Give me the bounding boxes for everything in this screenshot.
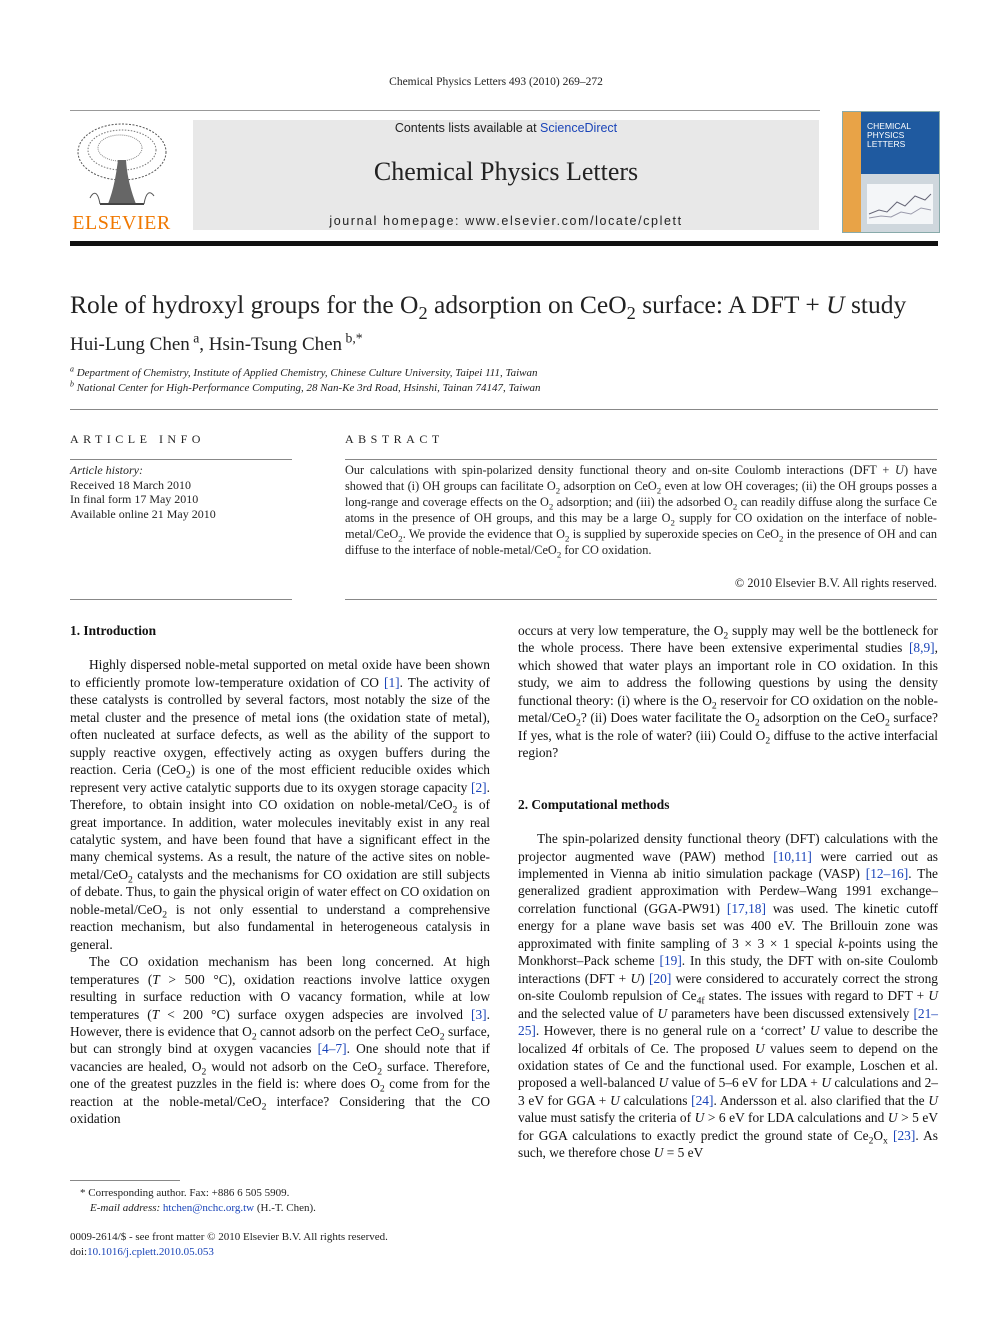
right-column — [518, 622, 938, 1162]
issn-line: 0009-2614/$ - see front matter © 2010 Elsevier B.V. All rights reserved. — [70, 1231, 388, 1243]
contents-line: Contents lists available at ScienceDirect — [394, 121, 618, 135]
doi-link[interactable]: 10.1016/j.cplett.2010.05.053 — [87, 1245, 214, 1258]
journal-title: Chemical Physics Letters — [373, 157, 639, 186]
journal-cover-image[interactable] — [842, 111, 940, 233]
cover-graph-icon — [867, 184, 933, 224]
history-label: Article history: — [70, 463, 143, 477]
email-link[interactable]: htchen@nchc.org.tw — [162, 1201, 255, 1214]
footnote-block — [80, 1186, 500, 1215]
affiliations — [70, 366, 541, 396]
sciencedirect-link[interactable]: ScienceDirect — [540, 121, 618, 135]
intro-heading: 1. Introduction — [70, 623, 157, 638]
email-note: E-mail address: htchen@nchc.org.tw (H.-T. Chen). — [90, 1201, 316, 1214]
article-info-heading: ARTICLE INFO — [70, 432, 205, 446]
article-title: Role of hydroxyl groups for the $O_2$ adsorption on CeO$_2$ surface: A DFT + U study — [70, 290, 907, 324]
author-list: Hui-Lung Chen $^a$, Hsin-Tsung Chen $^{b,*}$ — [70, 330, 363, 355]
footnote-rule — [70, 1180, 180, 1181]
cover-title: CHEMICAL PHYSICS LETTERS — [867, 121, 911, 149]
affiliation-b: $^b$ National Center for High-Performance Computing, 28 Nan-Ke 3rd Road, Hsinshi, Tainan 74147, Taiwan — [70, 379, 541, 394]
final-form-date: In final form 17 May 2010 — [70, 492, 199, 506]
left-column — [70, 622, 490, 1128]
corresponding-author-note: * Corresponding author. Fax: +886 6 505 5909. — [80, 1187, 290, 1199]
methods-heading: 2. Computational methods — [518, 796, 670, 812]
article-info-bottom-rule — [70, 599, 292, 600]
journal-citation: Chemical Physics Letters 493 (2010) 269–272 — [389, 76, 603, 88]
abstract-heading: ABSTRACT — [345, 432, 444, 446]
doi-line: doi:10.1016/j.cplett.2010.05.053 — [70, 1245, 214, 1258]
affiliation-a: $^a$ Department of Chemistry, Institute of Applied Chemistry, Chinese Culture University, Taipei 111, Taiwan — [70, 364, 538, 379]
methods-paragraph-1: The spin-polarized density functional theory (DFT) calculations with the projector augmented wave (PAW) method [10,11] were carried out as implemented in Vienna ab initio simulation package (VASP) [12–16]. The generalized gradient approximation with Perdew–Wang 1991 exchange–correlation functional (GGA-PW91) [17,18] was used. The kinetic cutoff energy for a plane wave basis set was 400 eV. The Brillouin zone was approximated with finite sampling of 3 × 3 × 1 special k-points using the Monkhorst–Pack scheme [19]. In this study, the DFT with on-site Coulomb interactions (DFT + U) [20] were considered to accurately correct the strong on-site Coulomb repulsion of $Ce_{4f}$ states. The issues with regard to DFT + U and the selected value of U parameters have been discussed extensively [21–25]. However, there is no general rule on a ‘correct’ U value to describe the localized 4f orbitals of Ce. The proposed U values seem to depend on the oxidation states of Ce and the functional used. For example, Loschen et al. proposed a well-balanced U value of 5–6 eV for LDA + U calculations and 2–3 eV for GGA + U calculations [24]. Andersson et al. also clarified that the U value must satisfy the criteria of U > 6 eV for LDA calculations and U > 5 eV for GGA calculations to exactly predict the ground state of $Ce_2O_x$ [23]. As such, we therefore chose U = 5 eV — [518, 831, 939, 1161]
received-date: Received 18 March 2010 — [70, 477, 191, 492]
intro-paragraph-3: occurs at very low temperature, the $O_2$ supply may well be the bottleneck for the whole process. There have been extensive experimental studies [8,9], which showed that water plays an important role in CO oxidation. In this study, we aim to address the following questions by using the density functional theory: (i) where is the $O_2$ reservoir for CO oxidation on the noble-metal/CeO$_2$? (ii) Does water facilitate the $O_2$ adsorption on the CeO$_2$ surface? If yes, what is the role of water? (iii) Could $O_2$ diffuse to the active interfacial region? — [518, 623, 939, 761]
abstract-body: Our calculations with spin-polarized density functional theory and on-site Coulomb interactions (DFT + U) have showed that (i) OH groups can facilitate $O_2$ adsorption on CeO$_2$ even at low OH coverages; (ii) the OH groups posses a long-range and coverage effects on the $O_2$ adsorption; and (iii) the adsorbed $O_2$ can readily diffuse along the surface Ce atoms in the presence of OH groups, and this may be a large $O_2$ supply for CO oxidation on the interface of noble-metal/CeO$_2$. We provide the evidence that $O_2$ is supplied by superoxide species on CeO$_2$ in the presence of OH and can diffuse to the interface of noble-metal/CeO$_2$ for CO oxidation. — [345, 463, 937, 560]
copyright-line: © 2010 Elsevier B.V. All rights reserved. — [734, 576, 937, 590]
header-divider — [70, 110, 820, 111]
header-thick-rule — [70, 241, 938, 246]
title-divider — [70, 409, 938, 410]
issn-block — [70, 1230, 510, 1259]
elsevier-tree-icon — [70, 120, 173, 212]
abstract-rule — [345, 459, 937, 460]
article-history — [70, 463, 292, 521]
intro-paragraph-1: Highly dispersed noble-metal supported on metal oxide have been shown to efficiently promote low-temperature oxidation of CO [1]. The activity of these catalysts is controlled by several factors, most notably the size of the metal cluster and the presence of metal ions (the oxidation state of metal), often nucleated at surface defects, as well as the ability of the support to supply reactive oxygen, effectively acting as oxygen buffers during the reaction. Ceria (CeO$_2$) is one of the most efficient reducible oxides which represent very active catalytic supports due to its oxygen storage capacity [2]. Therefore, to obtain insight into CO oxidation on noble-metal/CeO$_2$ is of great importance. In addition, water molecules inevitably exist in any real catalytic system, and have been found that have a significant effect in the many chemical systems. As a result, the nature of the active sites on noble-metal/CeO$_2$ catalysts and the mechanisms for CO oxidation are still subjects of debate. Thus, to gain the physical origin of water effect on CO oxidation on noble-metal/CeO$_2$ is not only essential to understand a comprehensive reaction mechanism, but also fundamental in heterogeneous catalysis in general. — [70, 657, 491, 952]
intro-paragraph-2: The CO oxidation mechanism has been long concerned. At high temperatures (T > 500 °C), oxidation reactions involve lattice oxygen resulting in surface reduction with O vacancy formation, while at low temperatures (T < 200 °C) surface oxygen adspecies are involved [3]. However, there is evidence that $O_2$ cannot adsorb on the perfect CeO$_2$ surface, but can strongly bind at oxygen vacancies [4–7]. One should note that if vacancies are healed, $O_2$ would not adsorb on the CeO$_2$ surface. Therefore, one of the greatest puzzles in the field is: where does $O_2$ come from for the reaction at the noble-metal/CeO$_2$ interface? Considering that the CO oxidation — [70, 954, 491, 1127]
elsevier-logo[interactable] — [70, 120, 173, 232]
article-info-rule — [70, 459, 292, 460]
abstract-bottom-rule — [345, 599, 937, 600]
journal-homepage[interactable]: journal homepage: www.elsevier.com/locate/cplett — [329, 214, 683, 228]
online-date: Available online 21 May 2010 — [70, 506, 216, 521]
elsevier-wordmark: ELSEVIER — [72, 212, 171, 234]
journal-banner — [193, 120, 819, 230]
